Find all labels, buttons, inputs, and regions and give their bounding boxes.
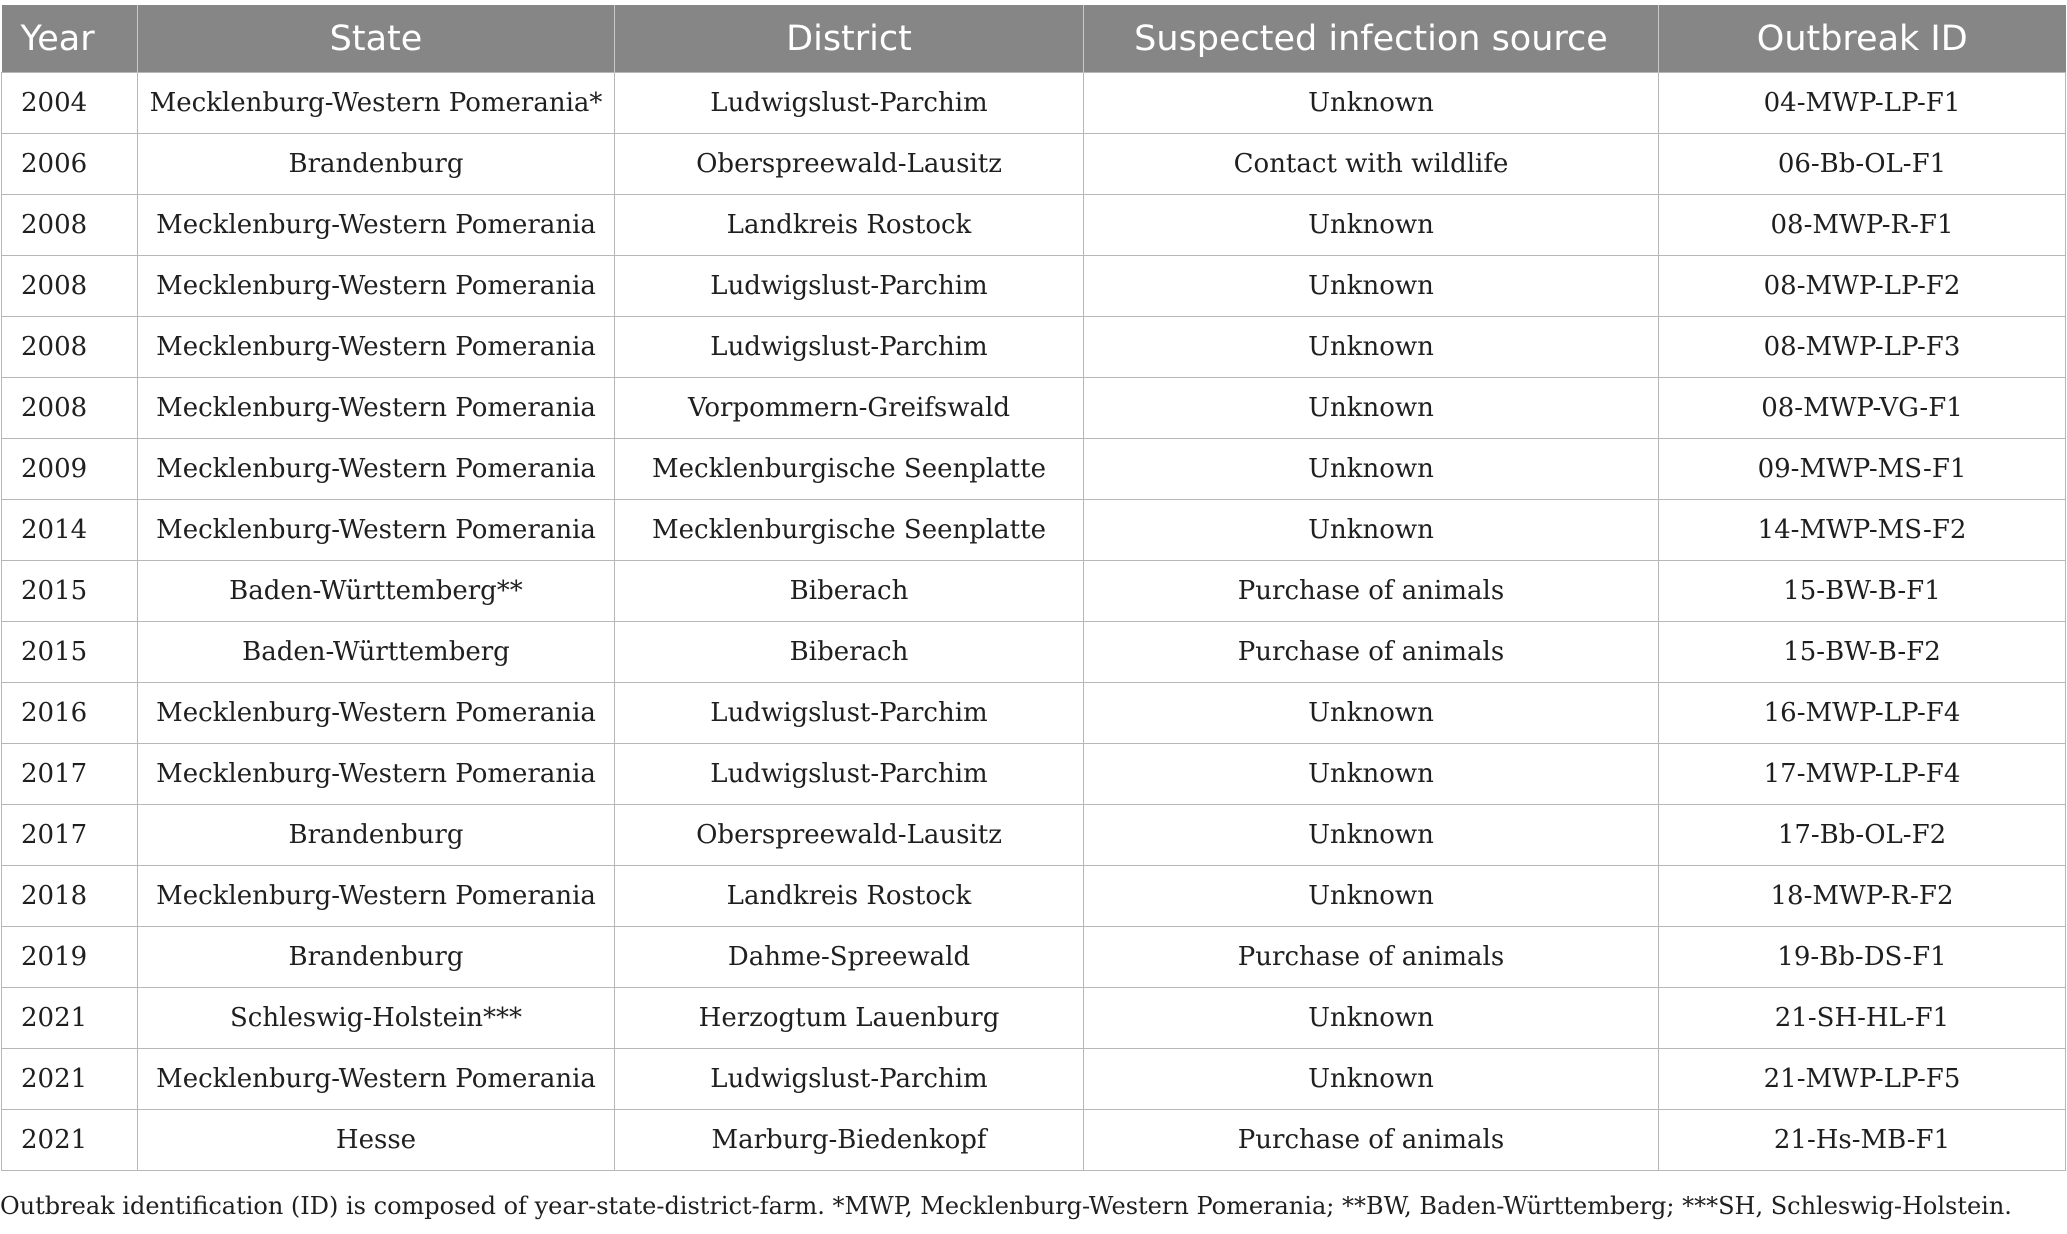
cell-year: 2006	[2, 134, 138, 195]
cell-outbreak-id: 08-MWP-LP-F3	[1659, 317, 2066, 378]
cell-state: Mecklenburg-Western Pomerania	[138, 256, 615, 317]
cell-district: Oberspreewald-Lausitz	[615, 134, 1084, 195]
cell-outbreak-id: 08-MWP-VG-F1	[1659, 378, 2066, 439]
cell-outbreak-id: 14-MWP-MS-F2	[1659, 500, 2066, 561]
header-outbreak-id: Outbreak ID	[1659, 5, 2066, 73]
cell-district: Mecklenburgische Seenplatte	[615, 439, 1084, 500]
cell-state: Brandenburg	[138, 134, 615, 195]
table-row	[2, 1049, 2066, 1110]
cell-year: 2009	[2, 439, 138, 500]
cell-infection-source: Unknown	[1084, 866, 1659, 927]
cell-outbreak-id: 04-MWP-LP-F1	[1659, 73, 2066, 134]
table-row	[2, 988, 2066, 1049]
table-footnote: Outbreak identification (ID) is composed of year-state-district-farm. *MWP, Mecklenburg-Western Pomerania; **BW, Baden-Württemberg; ***SH, Schleswig-Holstein.	[0, 1192, 2012, 1220]
cell-year: 2015	[2, 622, 138, 683]
cell-year: 2014	[2, 500, 138, 561]
cell-infection-source: Unknown	[1084, 744, 1659, 805]
table-row	[2, 134, 2066, 195]
cell-infection-source: Purchase of animals	[1084, 561, 1659, 622]
cell-outbreak-id: 08-MWP-R-F1	[1659, 195, 2066, 256]
cell-district: Landkreis Rostock	[615, 195, 1084, 256]
header-state: State	[138, 5, 615, 73]
cell-year: 2016	[2, 683, 138, 744]
cell-district: Ludwigslust-Parchim	[615, 744, 1084, 805]
cell-year: 2008	[2, 256, 138, 317]
cell-year: 2017	[2, 805, 138, 866]
cell-state: Mecklenburg-Western Pomerania*	[138, 73, 615, 134]
cell-infection-source: Unknown	[1084, 195, 1659, 256]
cell-infection-source: Unknown	[1084, 256, 1659, 317]
cell-district: Marburg-Biedenkopf	[615, 1110, 1084, 1171]
outbreak-table	[1, 5, 2066, 1171]
cell-district: Ludwigslust-Parchim	[615, 1049, 1084, 1110]
cell-infection-source: Purchase of animals	[1084, 927, 1659, 988]
cell-state: Mecklenburg-Western Pomerania	[138, 195, 615, 256]
table-row	[2, 500, 2066, 561]
cell-year: 2021	[2, 1110, 138, 1171]
cell-district: Mecklenburgische Seenplatte	[615, 500, 1084, 561]
cell-district: Biberach	[615, 622, 1084, 683]
table-row	[2, 195, 2066, 256]
cell-state: Mecklenburg-Western Pomerania	[138, 744, 615, 805]
cell-district: Landkreis Rostock	[615, 866, 1084, 927]
cell-district: Ludwigslust-Parchim	[615, 256, 1084, 317]
cell-infection-source: Unknown	[1084, 805, 1659, 866]
table-row	[2, 805, 2066, 866]
cell-state: Mecklenburg-Western Pomerania	[138, 378, 615, 439]
cell-infection-source: Purchase of animals	[1084, 1110, 1659, 1171]
cell-infection-source: Unknown	[1084, 500, 1659, 561]
cell-state: Baden-Württemberg	[138, 622, 615, 683]
cell-state: Mecklenburg-Western Pomerania	[138, 317, 615, 378]
cell-year: 2008	[2, 317, 138, 378]
cell-year: 2018	[2, 866, 138, 927]
cell-infection-source: Unknown	[1084, 683, 1659, 744]
cell-year: 2015	[2, 561, 138, 622]
cell-outbreak-id: 09-MWP-MS-F1	[1659, 439, 2066, 500]
cell-outbreak-id: 18-MWP-R-F2	[1659, 866, 2066, 927]
cell-outbreak-id: 21-Hs-MB-F1	[1659, 1110, 2066, 1171]
cell-state: Mecklenburg-Western Pomerania	[138, 866, 615, 927]
cell-district: Oberspreewald-Lausitz	[615, 805, 1084, 866]
cell-district: Herzogtum Lauenburg	[615, 988, 1084, 1049]
table-row	[2, 256, 2066, 317]
cell-year: 2008	[2, 378, 138, 439]
cell-infection-source: Unknown	[1084, 378, 1659, 439]
table-row	[2, 927, 2066, 988]
cell-outbreak-id: 06-Bb-OL-F1	[1659, 134, 2066, 195]
cell-state: Mecklenburg-Western Pomerania	[138, 500, 615, 561]
cell-year: 2021	[2, 988, 138, 1049]
cell-district: Vorpommern-Greifswald	[615, 378, 1084, 439]
cell-infection-source: Unknown	[1084, 73, 1659, 134]
cell-infection-source: Unknown	[1084, 1049, 1659, 1110]
cell-outbreak-id: 19-Bb-DS-F1	[1659, 927, 2066, 988]
cell-state: Mecklenburg-Western Pomerania	[138, 439, 615, 500]
table-header	[2, 5, 2066, 73]
cell-state: Brandenburg	[138, 927, 615, 988]
header-district: District	[615, 5, 1084, 73]
cell-year: 2019	[2, 927, 138, 988]
cell-year: 2021	[2, 1049, 138, 1110]
header-infection-source: Suspected infection source	[1084, 5, 1659, 73]
cell-district: Ludwigslust-Parchim	[615, 317, 1084, 378]
cell-outbreak-id: 17-MWP-LP-F4	[1659, 744, 2066, 805]
cell-outbreak-id: 21-SH-HL-F1	[1659, 988, 2066, 1049]
cell-state: Hesse	[138, 1110, 615, 1171]
cell-infection-source: Purchase of animals	[1084, 622, 1659, 683]
cell-outbreak-id: 08-MWP-LP-F2	[1659, 256, 2066, 317]
table-row	[2, 73, 2066, 134]
cell-outbreak-id: 17-Bb-OL-F2	[1659, 805, 2066, 866]
table-row	[2, 683, 2066, 744]
table-row	[2, 622, 2066, 683]
cell-year: 2008	[2, 195, 138, 256]
table-row	[2, 744, 2066, 805]
table-row	[2, 317, 2066, 378]
cell-state: Baden-Württemberg**	[138, 561, 615, 622]
header-year: Year	[2, 5, 138, 73]
cell-outbreak-id: 16-MWP-LP-F4	[1659, 683, 2066, 744]
table-row	[2, 866, 2066, 927]
cell-district: Ludwigslust-Parchim	[615, 73, 1084, 134]
table-row	[2, 1110, 2066, 1171]
cell-infection-source: Unknown	[1084, 439, 1659, 500]
cell-outbreak-id: 15-BW-B-F2	[1659, 622, 2066, 683]
cell-state: Mecklenburg-Western Pomerania	[138, 1049, 615, 1110]
cell-outbreak-id: 15-BW-B-F1	[1659, 561, 2066, 622]
table-row	[2, 561, 2066, 622]
outbreak-table-container	[1, 5, 2065, 1171]
cell-infection-source: Unknown	[1084, 988, 1659, 1049]
table-row	[2, 439, 2066, 500]
cell-infection-source: Contact with wildlife	[1084, 134, 1659, 195]
cell-state: Mecklenburg-Western Pomerania	[138, 683, 615, 744]
cell-year: 2004	[2, 73, 138, 134]
cell-district: Biberach	[615, 561, 1084, 622]
cell-state: Brandenburg	[138, 805, 615, 866]
table-row	[2, 378, 2066, 439]
cell-infection-source: Unknown	[1084, 317, 1659, 378]
cell-state: Schleswig-Holstein***	[138, 988, 615, 1049]
cell-district: Ludwigslust-Parchim	[615, 683, 1084, 744]
cell-district: Dahme-Spreewald	[615, 927, 1084, 988]
header-row	[2, 5, 2066, 73]
cell-year: 2017	[2, 744, 138, 805]
cell-outbreak-id: 21-MWP-LP-F5	[1659, 1049, 2066, 1110]
table-body	[2, 73, 2066, 1171]
